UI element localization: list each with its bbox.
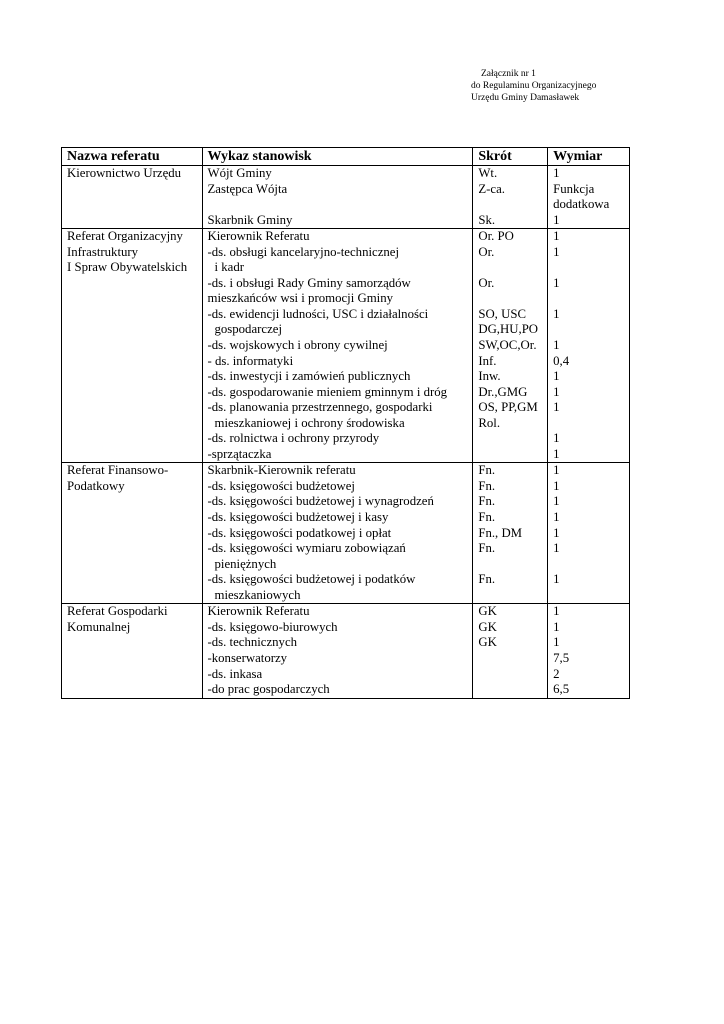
- position-line: -ds. planowania przestrzennego, gospodarki: [207, 400, 433, 415]
- dimension-line: 1: [553, 212, 560, 227]
- department-name-cell: [62, 604, 203, 698]
- abbreviation-cell: [473, 229, 548, 463]
- abbreviation-line: OS, PP,GM: [478, 400, 538, 415]
- dimension-line: 1: [553, 478, 560, 493]
- dimension-line: 1: [553, 619, 560, 634]
- abbreviation-line: Inf.: [478, 353, 497, 368]
- department-name-line: Referat Organizacyjny: [67, 229, 183, 244]
- dimension-line: 1: [553, 494, 560, 509]
- abbreviation-line: Rol.: [478, 415, 501, 430]
- annex-line-2: do Regulaminu Organizacyjnego: [471, 81, 597, 91]
- dimension-line: [553, 260, 629, 276]
- position-line: gospodarczej: [214, 322, 282, 337]
- dimension-line: 1: [553, 338, 560, 353]
- department-name-cell: [62, 166, 203, 229]
- dimension-line: 0,4: [553, 353, 570, 368]
- abbreviation-line: [478, 667, 547, 683]
- position-line: -ds. technicznych: [207, 635, 298, 650]
- header-positions: Wykaz stanowisk: [203, 148, 473, 166]
- position-line: -ds. i obsługi Rady Gminy samorządów: [207, 275, 411, 290]
- abbreviation-line: Or. PO: [478, 229, 514, 244]
- position-cell: [203, 463, 473, 604]
- dimension-line: 1: [553, 635, 560, 650]
- position-line: Wójt Gminy: [207, 166, 272, 180]
- department-name-line: Referat Gospodarki: [67, 604, 168, 619]
- dimension-line: 1: [553, 166, 560, 180]
- position-line: -ds. księgowości wymiaru zobowiązań: [207, 541, 406, 556]
- abbreviation-line: [478, 431, 547, 447]
- abbreviation-line: Fn., DM: [478, 525, 523, 540]
- dimension-line: [553, 557, 629, 573]
- abbreviation-line: Or.: [478, 275, 495, 290]
- dimension-line: 1: [553, 463, 560, 478]
- section-row: [62, 166, 630, 229]
- annex-line-3: Urzędu Gminy Damasławek: [471, 93, 580, 103]
- abbreviation-line: SO, USC: [478, 306, 526, 321]
- position-line: Skarbnik Gminy: [207, 212, 293, 227]
- header-row: [62, 148, 630, 166]
- position-line: Kierownik Referatu: [207, 604, 310, 619]
- abbreviation-line: Wt.: [478, 166, 498, 180]
- dimension-line: 1: [553, 229, 560, 244]
- position-line: [207, 197, 472, 213]
- position-line: mieszkańców wsi i promocji Gminy: [207, 291, 394, 306]
- position-line: -konserwatorzy: [207, 650, 288, 665]
- dimension-cell: [548, 463, 630, 604]
- abbreviation-line: Fn.: [478, 463, 496, 478]
- annex-note: [471, 68, 596, 104]
- annex-line-1: Załącznik nr 1: [481, 69, 536, 79]
- dimension-line: 1: [553, 510, 560, 525]
- position-line: -ds. gospodarowanie mieniem gminnym i dróg: [207, 384, 448, 399]
- abbreviation-cell: [473, 463, 548, 604]
- abbreviation-line: Inw.: [478, 369, 501, 384]
- position-line: -ds. księgowo-biurowych: [207, 619, 338, 634]
- section-row: [62, 229, 630, 463]
- abbreviation-line: [478, 682, 547, 698]
- dimension-line: [553, 416, 629, 432]
- dimension-line: 1: [553, 244, 560, 259]
- dimension-line: 1: [553, 572, 560, 587]
- dimension-line: 1: [553, 369, 560, 384]
- department-name-cell: [62, 463, 203, 604]
- abbreviation-line: Fn.: [478, 478, 496, 493]
- abbreviation-line: [478, 447, 547, 463]
- section-row: [62, 463, 630, 604]
- dimension-cell: [548, 229, 630, 463]
- abbreviation-line: Fn.: [478, 494, 496, 509]
- position-line: -sprzątaczka: [207, 446, 272, 461]
- abbreviation-line: GK: [478, 619, 497, 634]
- abbreviation-line: SW,OC,Or.: [478, 338, 537, 353]
- dimension-line: 6,5: [553, 682, 570, 697]
- section-row: [62, 604, 630, 698]
- dimension-line: [553, 291, 629, 307]
- position-cell: [203, 229, 473, 463]
- position-line: Kierownik Referatu: [207, 229, 310, 244]
- abbreviation-line: [478, 557, 547, 573]
- position-line: -do prac gospodarczych: [207, 682, 330, 697]
- position-cell: [203, 166, 473, 229]
- department-name-line: Referat Finansowo-: [67, 463, 169, 478]
- position-line: -ds. rolnictwa i ochrony przyrody: [207, 431, 380, 446]
- position-line: -ds. księgowości budżetowej i kasy: [207, 510, 389, 525]
- position-line: -ds. inkasa: [207, 666, 263, 681]
- abbreviation-line: Or.: [478, 244, 495, 259]
- department-name-line: I Spraw Obywatelskich: [67, 260, 188, 275]
- department-name-cell: [62, 229, 203, 463]
- dimension-line: 1: [553, 431, 560, 446]
- department-name-line: Podatkowy: [67, 478, 125, 493]
- dimension-line: [553, 588, 629, 604]
- position-line: Skarbnik-Kierownik referatu: [207, 463, 356, 478]
- abbreviation-line: Fn.: [478, 541, 496, 556]
- dimension-line: 2: [553, 666, 560, 681]
- abbreviation-line: Fn.: [478, 572, 496, 587]
- position-line: -ds. księgowości budżetowej: [207, 478, 355, 493]
- position-line: -ds. wojskowych i obrony cywilnej: [207, 338, 388, 353]
- position-line: mieszkaniowej i ochrony środowiska: [214, 415, 405, 430]
- abbreviation-line: [478, 260, 547, 276]
- position-line: -ds. obsługi kancelaryjno-technicznej: [207, 244, 400, 259]
- abbreviation-cell: [473, 604, 548, 698]
- dimension-line: 1: [553, 384, 560, 399]
- dimension-line: 1: [553, 541, 560, 556]
- dimension-line: [553, 322, 629, 338]
- abbreviation-line: GK: [478, 604, 497, 619]
- abbreviation-line: Z-ca.: [478, 181, 505, 196]
- department-name-line: Kierownictwo Urzędu: [67, 166, 182, 180]
- position-line: mieszkaniowych: [214, 587, 301, 602]
- position-line: i kadr: [214, 260, 244, 275]
- position-line: -ds. księgowości podatkowej i opłat: [207, 525, 392, 540]
- dimension-line: 7,5: [553, 650, 570, 665]
- position-line: -ds. inwestycji i zamówień publicznych: [207, 369, 411, 384]
- dimension-line: 1: [553, 400, 560, 415]
- header-dimension: Wymiar: [548, 148, 630, 166]
- dimension-cell: [548, 604, 630, 698]
- abbreviation-line: [478, 588, 547, 604]
- abbreviation-line: Dr.,GMG: [478, 384, 528, 399]
- positions-table: [61, 147, 630, 699]
- position-cell: [203, 604, 473, 698]
- position-line: pieniężnych: [214, 556, 277, 571]
- dimension-line: Funkcja: [553, 181, 595, 196]
- dimension-line: 1: [553, 306, 560, 321]
- department-name-line: Infrastruktury: [67, 244, 139, 259]
- abbreviation-line: [478, 197, 547, 213]
- dimension-line: 1: [553, 525, 560, 540]
- department-name-line: Komunalnej: [67, 619, 131, 634]
- position-line: -ds. księgowości budżetowej i podatków: [207, 572, 416, 587]
- dimension-line: 1: [553, 446, 560, 461]
- position-line: - ds. informatyki: [207, 353, 294, 368]
- dimension-cell: [548, 166, 630, 229]
- dimension-line: 1: [553, 275, 560, 290]
- abbreviation-line: Sk.: [478, 212, 496, 227]
- header-department: Nazwa referatu: [62, 148, 203, 166]
- abbreviation-cell: [473, 166, 548, 229]
- position-line: Zastępca Wójta: [207, 181, 288, 196]
- position-line: -ds. księgowości budżetowej i wynagrodzeń: [207, 494, 434, 509]
- abbreviation-line: [478, 651, 547, 667]
- abbreviation-line: Fn.: [478, 510, 496, 525]
- dimension-line: dodatkowa: [553, 197, 610, 212]
- position-line: -ds. ewidencji ludności, USC i działalności: [207, 306, 429, 321]
- dimension-line: 1: [553, 604, 560, 619]
- header-abbreviation: Skrót: [473, 148, 548, 166]
- abbreviation-line: GK: [478, 635, 497, 650]
- abbreviation-line: DG,HU,PO: [478, 322, 539, 337]
- abbreviation-line: [478, 291, 547, 307]
